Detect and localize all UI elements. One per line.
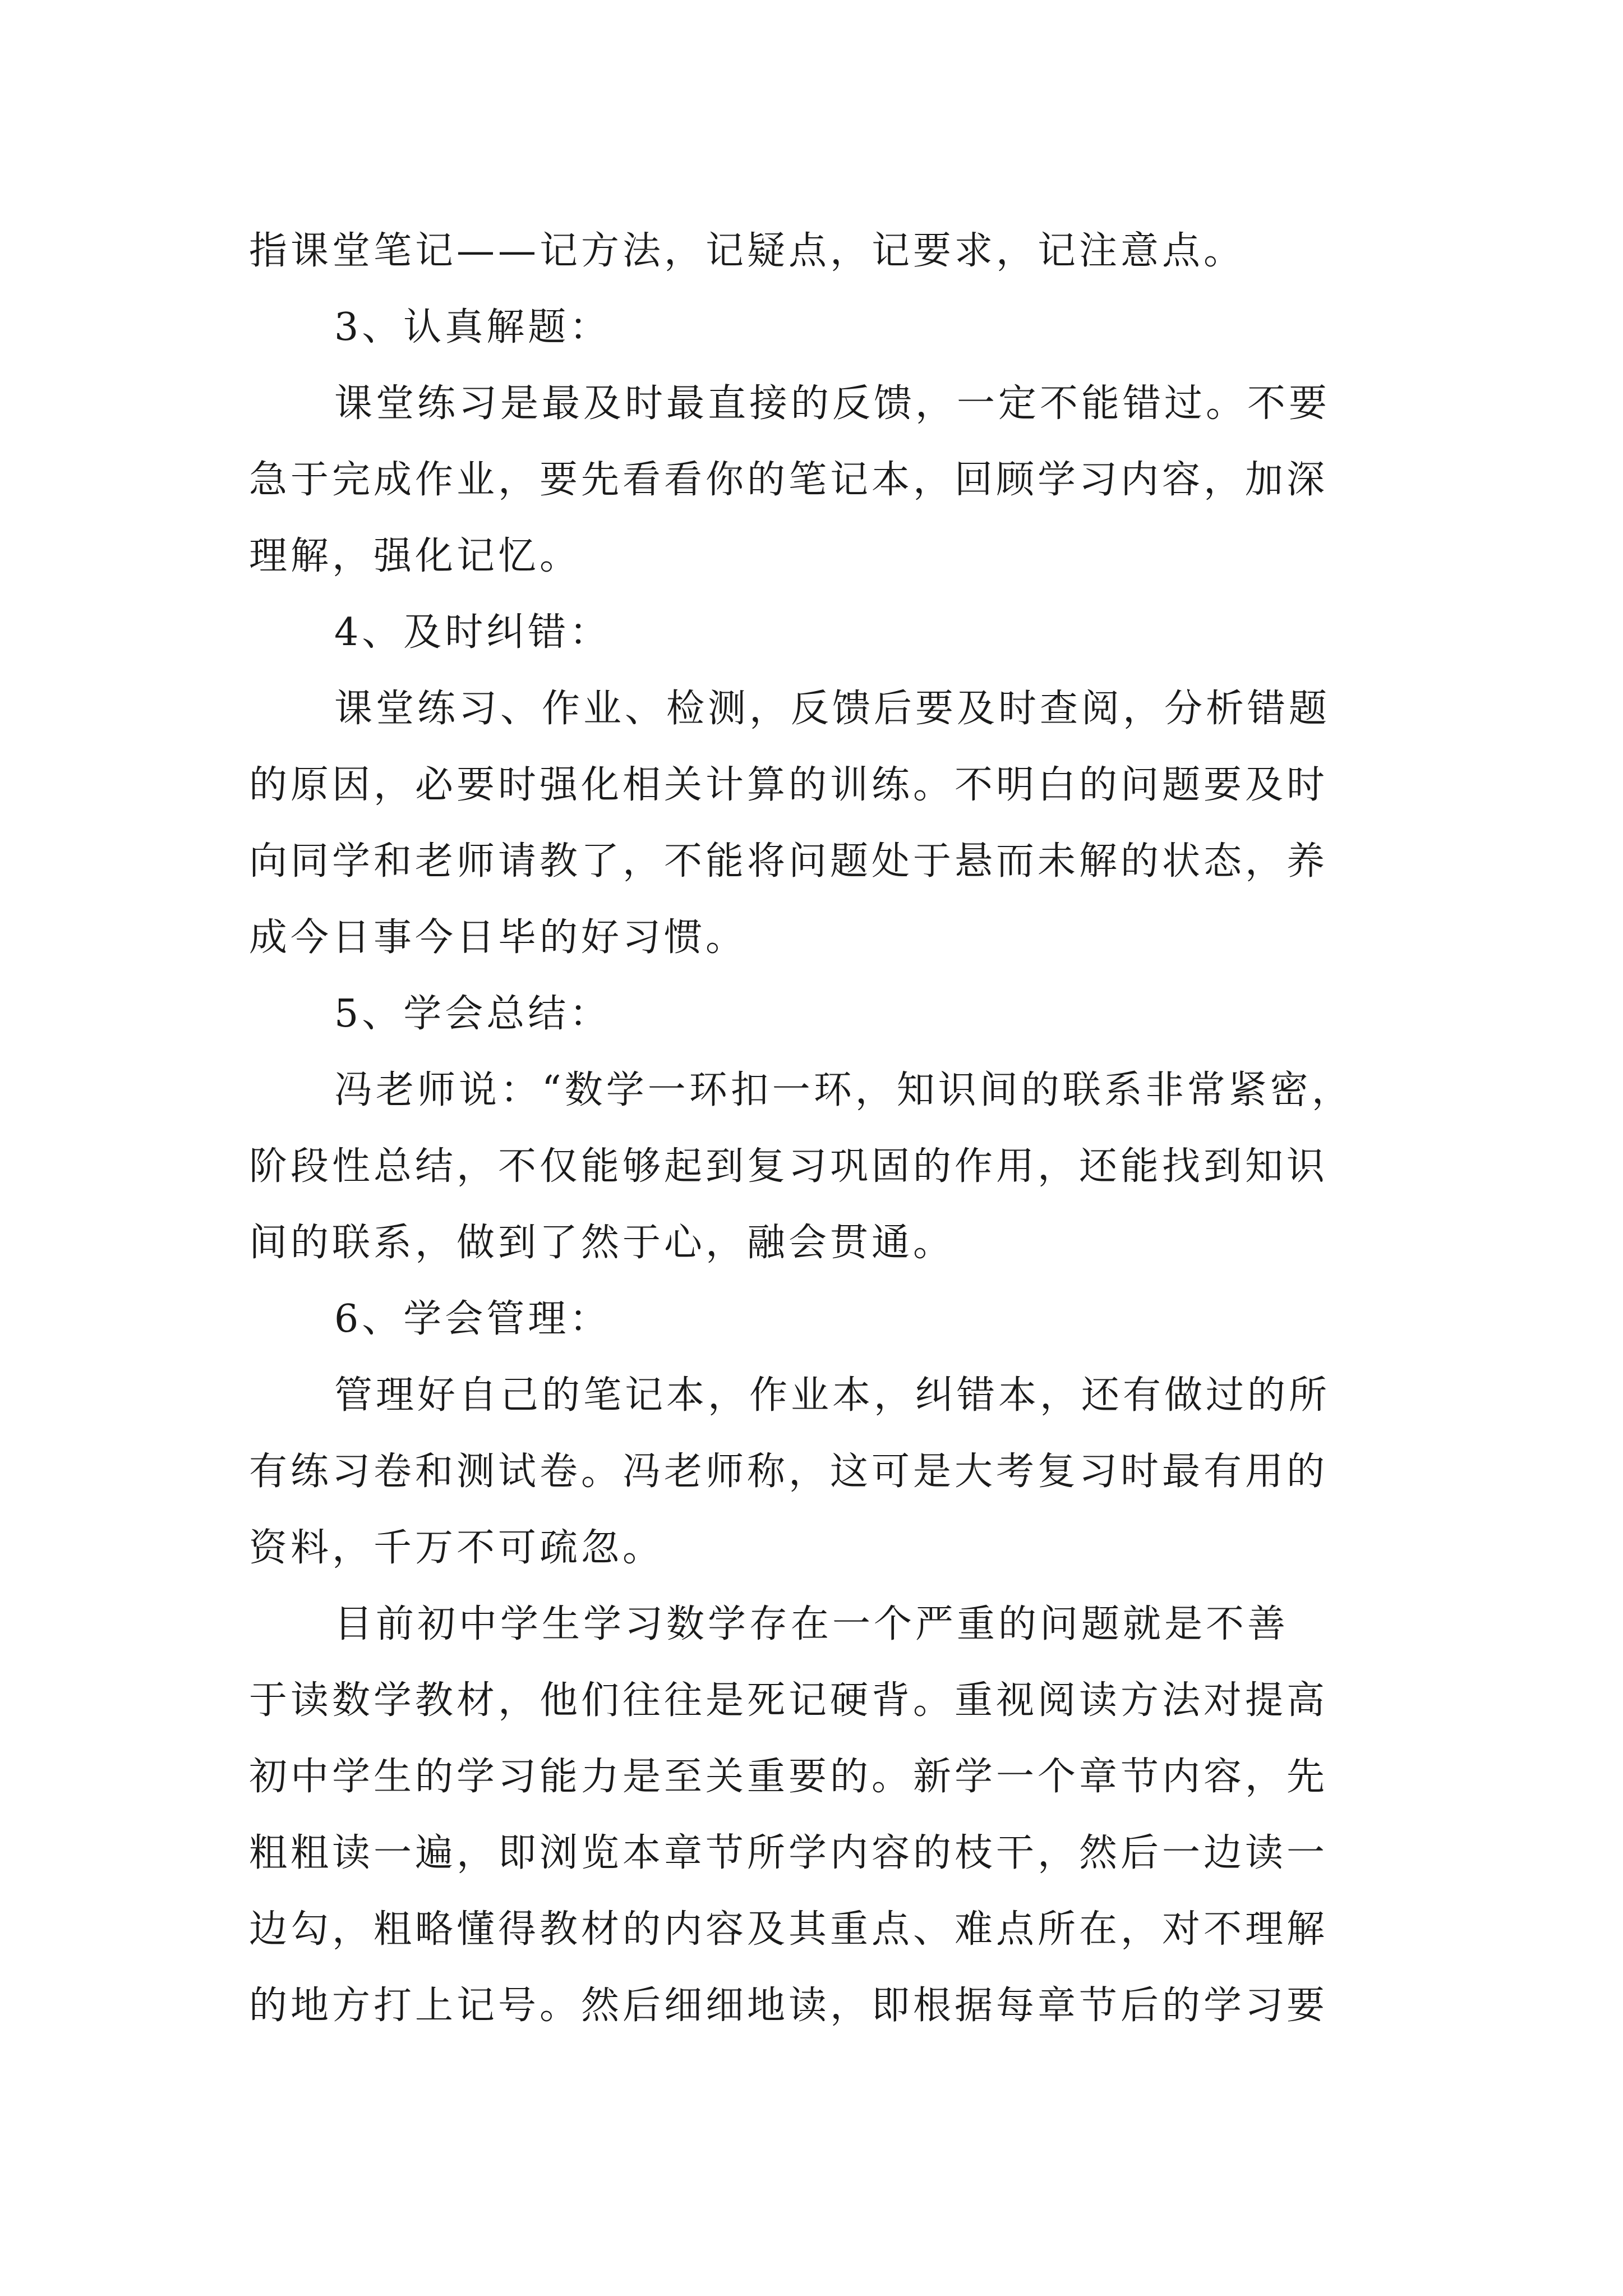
text-line: 资料，千万不可疏忽。 [249,1526,665,1570]
text-line: 间的联系，做到了然于心，融会贯通。 [249,1221,955,1265]
text-line: 6、学会管理： [334,1297,611,1341]
text-line: 于读数学教材，他们往往是死记硬背。重视阅读方法对提高 [249,1678,1329,1723]
text-line: 管理好自己的笔记本，作业本，纠错本，还有做过的所 [334,1373,1331,1418]
text-line: 向同学和老师请教了，不能将问题处于悬而未解的状态，养 [249,839,1329,884]
text-line: 阶段性总结，不仅能够起到复习巩固的作用，还能找到知识 [249,1144,1329,1189]
text-line: 指课堂笔记——记方法，记疑点，记要求，记注意点。 [249,229,1246,273]
text-line: 3、认真解题： [334,305,611,349]
text-line: 课堂练习、作业、检测，反馈后要及时查阅，分析错题 [334,687,1331,731]
text-line: 成今日事今日毕的好习惯。 [249,915,748,960]
text-line: 理解，强化记忆。 [249,534,582,578]
body-text [249,213,1393,2044]
text-line: 冯老师说：“数学一环扣一环，知识间的联系非常紧密， [334,1068,1353,1112]
text-line: 有练习卷和测试卷。冯老师称，这可是大考复习时最有用的 [249,1450,1329,1494]
text-line: 的地方打上记号。然后细细地读，即根据每章节后的学习要 [249,1984,1329,2028]
text-line: 的原因，必要时强化相关计算的训练。不明白的问题要及时 [249,763,1329,807]
text-line: 边勾，粗略懂得教材的内容及其重点、难点所在，对不理解 [249,1907,1329,1952]
text-line: 粗粗读一遍，即浏览本章节所学内容的枝干，然后一边读一 [249,1831,1329,1875]
text-line: 课堂练习是最及时最直接的反馈，一定不能错过。不要 [334,381,1331,426]
text-line: 5、学会总结： [334,992,611,1036]
text-line: 4、及时纠错： [334,610,611,655]
text-line: 急于完成作业，要先看看你的笔记本，回顾学习内容，加深 [249,458,1329,502]
text-line: 目前初中学生学习数学存在一个严重的问题就是不善 [334,1602,1289,1646]
text-line: 初中学生的学习能力是至关重要的。新学一个章节内容，先 [249,1755,1329,1799]
